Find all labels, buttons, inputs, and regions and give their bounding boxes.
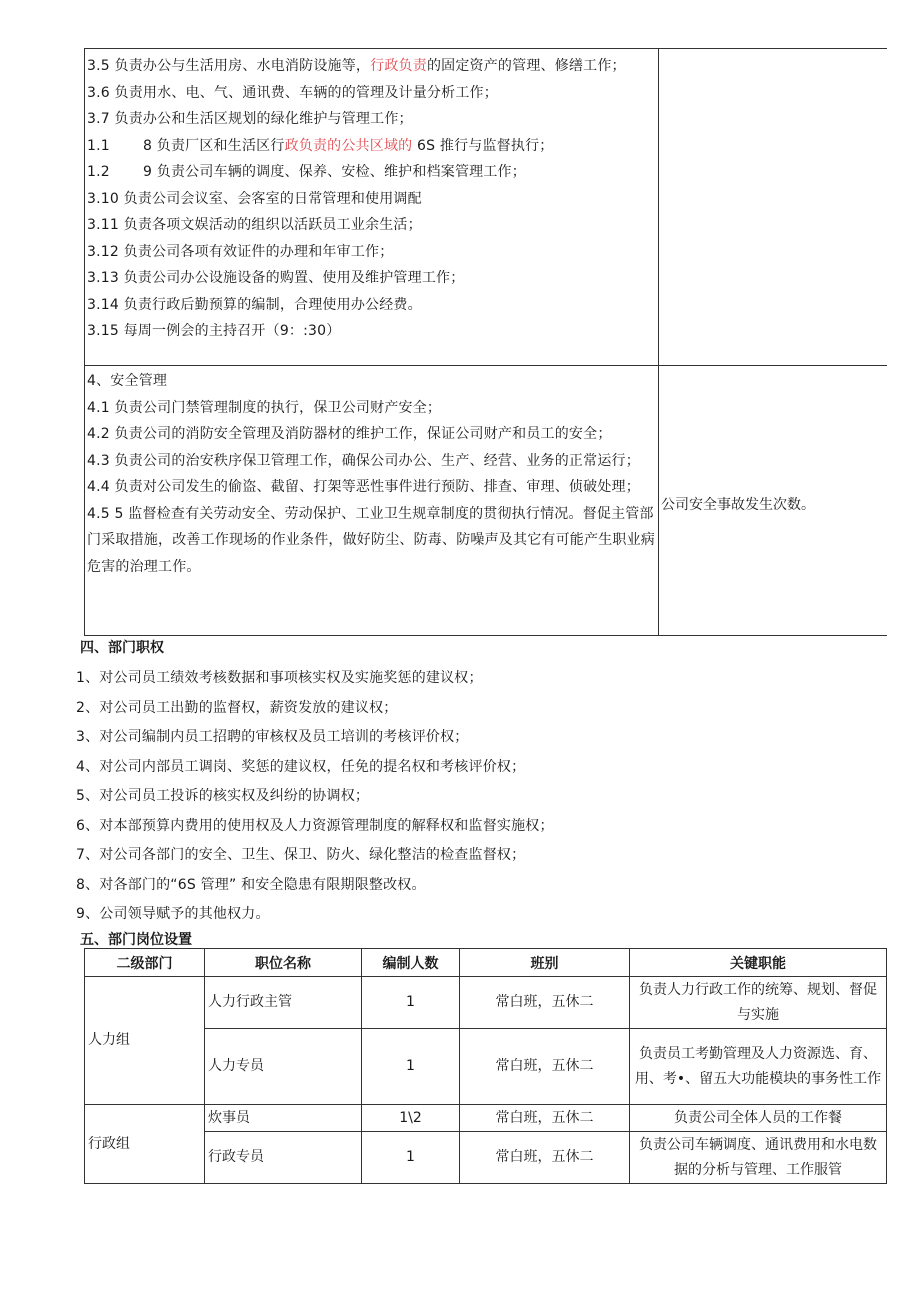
rights-item: 7、对公司各部门的安全、卫生、保卫、防火、绿化整洁的检查监督权； bbox=[76, 847, 526, 863]
admin-duty-row bbox=[85, 49, 887, 366]
rights-item: 5、对公司员工投诉的核实权及纠纷的协调权； bbox=[76, 788, 370, 804]
table-row bbox=[85, 1132, 887, 1184]
rights-item: 9、公司领导赋予的其他权力。 bbox=[76, 906, 270, 922]
duty-item-3-12: 3.12 负责公司各项有效证件的办理和年审工作； bbox=[87, 243, 394, 260]
rights-list bbox=[76, 664, 554, 930]
position-name: 人力行政主管 bbox=[205, 977, 362, 1029]
safety-item-4-3: 4.3 负责公司的治安秩序保卫管理工作，确保公司办公、生产、经营、业务的正常运行； bbox=[87, 452, 640, 469]
position-name: 人力专员 bbox=[205, 1029, 362, 1105]
header-position: 职位名称 bbox=[205, 949, 362, 977]
table-row bbox=[85, 977, 887, 1029]
rights-item: 1、对公司员工绩效考核数据和事项核实权及实施奖惩的建议权； bbox=[76, 670, 483, 686]
header-shift: 班别 bbox=[460, 949, 630, 977]
header-headcount: 编制人数 bbox=[362, 949, 460, 977]
key-function: 负责公司车辆调度、通讯费用和水电数据的分析与管理、工作服管 bbox=[630, 1132, 887, 1184]
group-name: 行政组 bbox=[85, 1105, 205, 1184]
admin-kpi-cell bbox=[659, 49, 887, 366]
key-function: 负责公司全体人员的工作餐 bbox=[630, 1105, 887, 1132]
position-name: 炊事员 bbox=[205, 1105, 362, 1132]
key-function: 负责人力行政工作的统筹、规划、督促与实施 bbox=[630, 977, 887, 1029]
safety-title: 4、安全管理 bbox=[87, 373, 168, 389]
positions-header-row bbox=[85, 949, 887, 977]
rights-item: 6、对本部预算内费用的使用权及人力资源管理制度的解释权和监督实施权； bbox=[76, 817, 554, 834]
position-name: 行政专员 bbox=[205, 1132, 362, 1184]
positions-section-title: 五、部门岗位设置 bbox=[80, 932, 192, 948]
header-function: 关键职能 bbox=[630, 949, 887, 977]
safety-item-4-5: 4.5 5 监督检查有关劳动安全、劳动保护、工业卫生规章制度的贯彻执行情况。督促主管部门采取措施，改善工作现场的作业条件，做好防尘、防毒、防噪声及其它有可能产生职业病危害的治理工作。 bbox=[87, 505, 655, 575]
duty-item-3-14: 3.14 负责行政后勤预算的编制，合理使用办公经费。 bbox=[87, 296, 422, 313]
shift: 常白班，五休二 bbox=[460, 1132, 630, 1184]
safety-duty-cell bbox=[85, 366, 659, 636]
positions-table bbox=[84, 948, 887, 1184]
rights-section-title: 四、部门职权 bbox=[80, 640, 164, 656]
shift: 常白班，五休二 bbox=[460, 1029, 630, 1105]
header-dept: 二级部门 bbox=[85, 949, 205, 977]
duty-item-1-2: 1.2 9 负责公司车辆的调度、保养、安检、维护和档案管理工作； bbox=[87, 164, 526, 180]
duty-item-3-15: 3.15 每周一例会的主持召开（9：:30） bbox=[87, 323, 341, 339]
headcount: 1 bbox=[362, 977, 460, 1029]
headcount: 1 bbox=[362, 1029, 460, 1105]
safety-duty-row bbox=[85, 366, 887, 636]
duty-item-3-6: 3.6 负责用水、电、气、通讯费、车辆的的管理及计量分析工作； bbox=[87, 84, 498, 101]
duty-item-3-10: 3.10 负责公司会议室、会客室的日常管理和使用调配 bbox=[87, 190, 422, 207]
duty-item-1-1: 1.1 8 负责厂区和生活区行政负责的公共区域的 6S 推行与监督执行； bbox=[87, 137, 554, 154]
headcount: 1\2 bbox=[362, 1105, 460, 1132]
key-function: 负责员工考勤管理及人力资源选、育、用、考•、留五大功能模块的事务性工作 bbox=[630, 1029, 887, 1105]
duty-item-3-13: 3.13 负责公司办公设施设备的购置、使用及维护管理工作； bbox=[87, 270, 465, 286]
shift: 常白班，五休二 bbox=[460, 1105, 630, 1132]
safety-item-4-4: 4.4 负责对公司发生的偷盗、截留、打架等恶性事件进行预防、排查、审理、侦破处理； bbox=[87, 479, 640, 495]
safety-item-4-2: 4.2 负责公司的消防安全管理及消防器材的维护工作，保证公司财产和员工的安全； bbox=[87, 426, 612, 442]
headcount: 1 bbox=[362, 1132, 460, 1184]
admin-duty-cell bbox=[85, 49, 659, 366]
shift: 常白班，五休二 bbox=[460, 977, 630, 1029]
rights-item: 4、对公司内部员工调岗、奖惩的建议权，任免的提名权和考核评价权； bbox=[76, 758, 526, 775]
safety-item-4-1: 4.1 负责公司门禁管理制度的执行，保卫公司财产安全； bbox=[87, 399, 442, 416]
duty-table bbox=[84, 48, 887, 636]
rights-item: 2、对公司员工出勤的监督权，薪资发放的建议权； bbox=[76, 699, 398, 716]
safety-kpi-cell bbox=[659, 366, 887, 636]
group-name: 人力组 bbox=[85, 977, 205, 1105]
table-row bbox=[85, 1105, 887, 1132]
duty-item-3-7: 3.7 负责办公和生活区规划的绿化维护与管理工作； bbox=[87, 111, 413, 127]
safety-kpi-text: 公司安全事故发生次数。 bbox=[661, 497, 815, 513]
rights-item: 8、对各部门的“6S 管理” 和安全隐患有限期限整改权。 bbox=[76, 876, 426, 893]
duty-item-3-11: 3.11 负责各项文娱活动的组织以活跃员工业余生活； bbox=[87, 217, 422, 233]
table-row bbox=[85, 1029, 887, 1105]
duty-item-3-5: 3.5 负责办公与生活用房、水电消防设施等，行政负责的固定资产的管理、修缮工作； bbox=[87, 58, 626, 74]
rights-item: 3、对公司编制内员工招聘的审核权及员工培训的考核评价权； bbox=[76, 729, 469, 745]
